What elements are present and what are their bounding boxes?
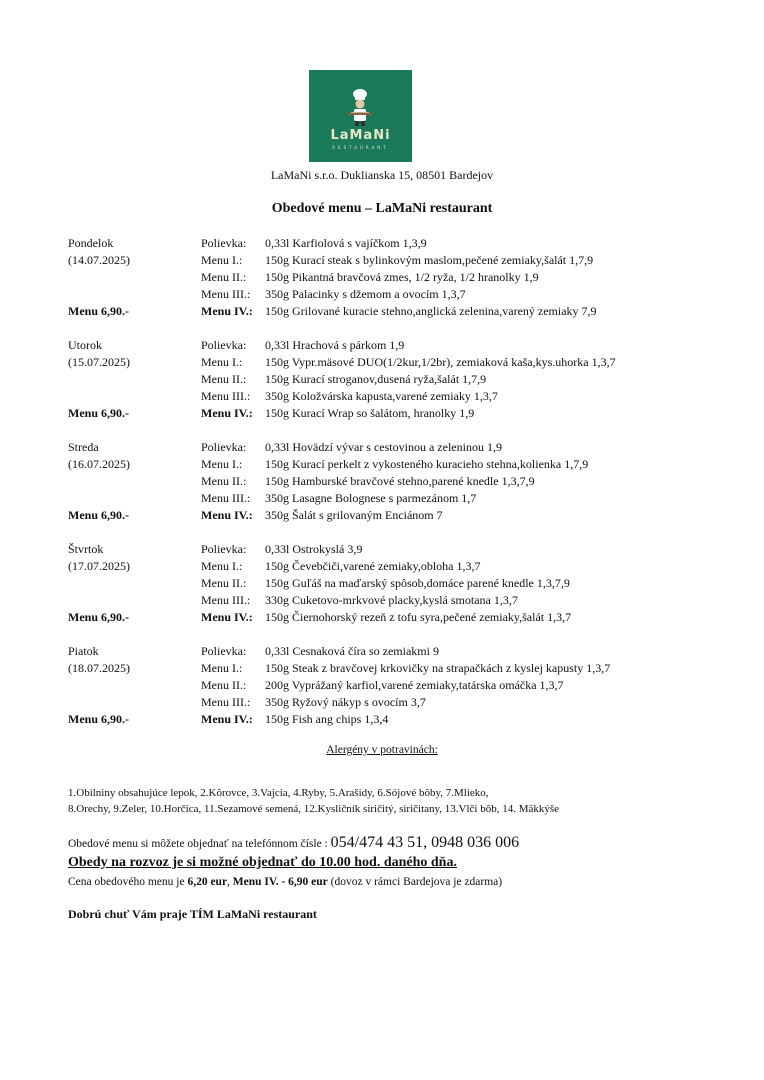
day-block	[68, 643, 748, 728]
day-name: Štvrtok	[68, 542, 104, 556]
item-text: 150g Vypr.mäsové DUO(1/2kur,1/2br), zemiaková kaša,kys.uhorka 1,3,7	[265, 355, 616, 369]
item-text: 150g Čevebčiči,varené zemiaky,obloha 1,3,7	[265, 559, 481, 573]
item-label: Polievka:	[201, 542, 247, 556]
day-price: Menu 6,90.-	[68, 712, 129, 726]
day-block	[68, 541, 748, 626]
price-info	[68, 876, 502, 888]
item-label: Menu I.:	[201, 355, 243, 369]
day-date: (17.07.2025)	[68, 559, 130, 573]
item-text: 150g Guľáš na maďarský spôsob,domáce parené knedle 1,3,7,9	[265, 576, 570, 590]
price-menu-iv: Menu IV. - 6,90 eur	[232, 876, 328, 888]
restaurant-logo	[309, 70, 412, 162]
item-text: 0,33l Hrachová s párkom 1,9	[265, 338, 405, 352]
delivery-deadline: Obedy na rozvoz je si možné objednať do 10.00 hod. daného dňa.	[68, 855, 457, 870]
item-label: Menu IV.:	[201, 406, 253, 420]
item-label: Menu I.:	[201, 559, 243, 573]
item-label: Polievka:	[201, 644, 247, 658]
day-date: (18.07.2025)	[68, 661, 130, 675]
order-info	[68, 834, 519, 852]
item-label: Polievka:	[201, 440, 247, 454]
item-label: Menu III.:	[201, 593, 251, 607]
item-label: Menu I.:	[201, 661, 243, 675]
item-text: 150g Steak z bravčovej krkovičky na strapačkách z kyslej kapusty 1,3,7	[265, 661, 611, 675]
price-main: 6,20 eur	[187, 876, 228, 888]
item-label: Menu IV.:	[201, 304, 253, 318]
day-date: (14.07.2025)	[68, 253, 130, 267]
item-label: Menu IV.:	[201, 712, 253, 726]
logo-wordmark: LaMaNi	[330, 128, 391, 143]
day-date: (15.07.2025)	[68, 355, 130, 369]
logo-subtitle: RESTAURANT	[332, 145, 389, 150]
item-text: 150g Kurací stroganov,dusená ryža,šalát 1,7,9	[265, 372, 487, 386]
allergen-heading: Alergény v potravinách:	[326, 744, 438, 756]
item-text: 150g Čiernohorský rezeň z tofu syra,pečené zemiaky,šalát 1,3,7	[265, 610, 572, 624]
item-label: Menu II.:	[201, 678, 247, 692]
item-label: Menu III.:	[201, 491, 251, 505]
weekly-menu	[68, 235, 748, 745]
item-label: Menu IV.:	[201, 508, 253, 522]
allergen-line: 1.Obilniny obsahujúce lepok, 2.Kôrovce, 3.Vajcia, 4.Ryby, 5.Arašidy, 6.Sójové bôby, 7.Mlieko,	[68, 787, 489, 799]
day-name: Utorok	[68, 338, 102, 352]
item-text: 350g Šalát s grilovaným Enciánom 7	[265, 508, 443, 522]
day-block	[68, 337, 748, 422]
day-price: Menu 6,90.-	[68, 610, 129, 624]
item-text: 330g Cuketovo-mrkvové placky,kyslá smotana 1,3,7	[265, 593, 518, 607]
price-separator: ,	[227, 876, 230, 888]
price-prefix: Cena obedového menu je	[68, 876, 185, 888]
item-label: Menu III.:	[201, 287, 251, 301]
item-text: 150g Fish ang chips 1,3,4	[265, 712, 389, 726]
day-price: Menu 6,90.-	[68, 304, 129, 318]
item-text: 0,33l Hovädzí vývar s cestovinou a zeleninou 1,9	[265, 440, 502, 454]
allergen-list	[68, 785, 748, 817]
item-text: 150g Kurací Wrap so šalátom, hranolky 1,9	[265, 406, 475, 420]
item-text: 350g Ryžový nákyp s ovocím 3,7	[265, 695, 426, 709]
company-address: LaMaNi s.r.o. Duklianska 15, 08501 Bardejov	[270, 168, 494, 182]
order-text: Obedové menu si môžete objednať na telefónnom čísle :	[68, 838, 328, 850]
day-price: Menu 6,90.-	[68, 508, 129, 522]
item-text: 0,33l Ostrokyslá 3,9	[265, 542, 363, 556]
item-text: 200g Vyprážaný karfiol,varené zemiaky,tatárska omáčka 1,3,7	[265, 678, 564, 692]
item-label: Menu I.:	[201, 457, 243, 471]
item-label: Menu II.:	[201, 576, 247, 590]
item-label: Polievka:	[201, 338, 247, 352]
day-price: Menu 6,90.-	[68, 406, 129, 420]
allergen-line: 8.Orechy, 9.Zeler, 10.Horčica, 11.Sezamové semená, 12.Kysličník siričitý, siričitany, 13.Vlčí bôb, 14. Mäkkýše	[68, 803, 560, 815]
item-label: Menu IV.:	[201, 610, 253, 624]
day-name: Streda	[68, 440, 99, 454]
item-text: 150g Kurací perkelt z vykosteného kuracieho stehna,kolienka 1,7,9	[265, 457, 589, 471]
item-label: Menu I.:	[201, 253, 243, 267]
page-title: Obedové menu – LaMaNi restaurant	[271, 201, 493, 216]
item-label: Polievka:	[201, 236, 247, 250]
item-text: 0,33l Cesnaková číra so zemiakmi 9	[265, 644, 439, 658]
item-text: 150g Kurací steak s bylinkovým maslom,pečené zemiaky,šalát 1,7,9	[265, 253, 594, 267]
item-text: 150g Pikantná bravčová zmes, 1/2 ryža, 1/2 hranolky 1,9	[265, 270, 539, 284]
closing-wish: Dobrú chuť Vám praje TÍM LaMaNi restaurant	[68, 907, 317, 921]
day-name: Piatok	[68, 644, 99, 658]
item-label: Menu II.:	[201, 474, 247, 488]
item-text: 0,33l Karfiolová s vajíčkom 1,3,9	[265, 236, 427, 250]
item-label: Menu III.:	[201, 695, 251, 709]
day-name: Pondelok	[68, 236, 114, 250]
item-text: 350g Koložvárska kapusta,varené zemiaky 1,3,7	[265, 389, 498, 403]
item-text: 350g Lasagne Bolognese s parmezánom 1,7	[265, 491, 477, 505]
item-text: 150g Grilované kuracie stehno,anglická zelenina,varený zemiaky 7,9	[265, 304, 597, 318]
phone-numbers: 054/474 43 51, 0948 036 006	[330, 834, 520, 851]
item-label: Menu II.:	[201, 372, 247, 386]
item-text: 350g Palacinky s džemom a ovocím 1,3,7	[265, 287, 466, 301]
price-note: (dovoz v rámci Bardejova je zdarma)	[330, 876, 503, 888]
day-block	[68, 439, 748, 524]
day-date: (16.07.2025)	[68, 457, 130, 471]
day-block	[68, 235, 748, 320]
item-text: 150g Hamburské bravčové stehno,parené knedle 1,3,7,9	[265, 474, 535, 488]
item-label: Menu II.:	[201, 270, 247, 284]
item-label: Menu III.:	[201, 389, 251, 403]
